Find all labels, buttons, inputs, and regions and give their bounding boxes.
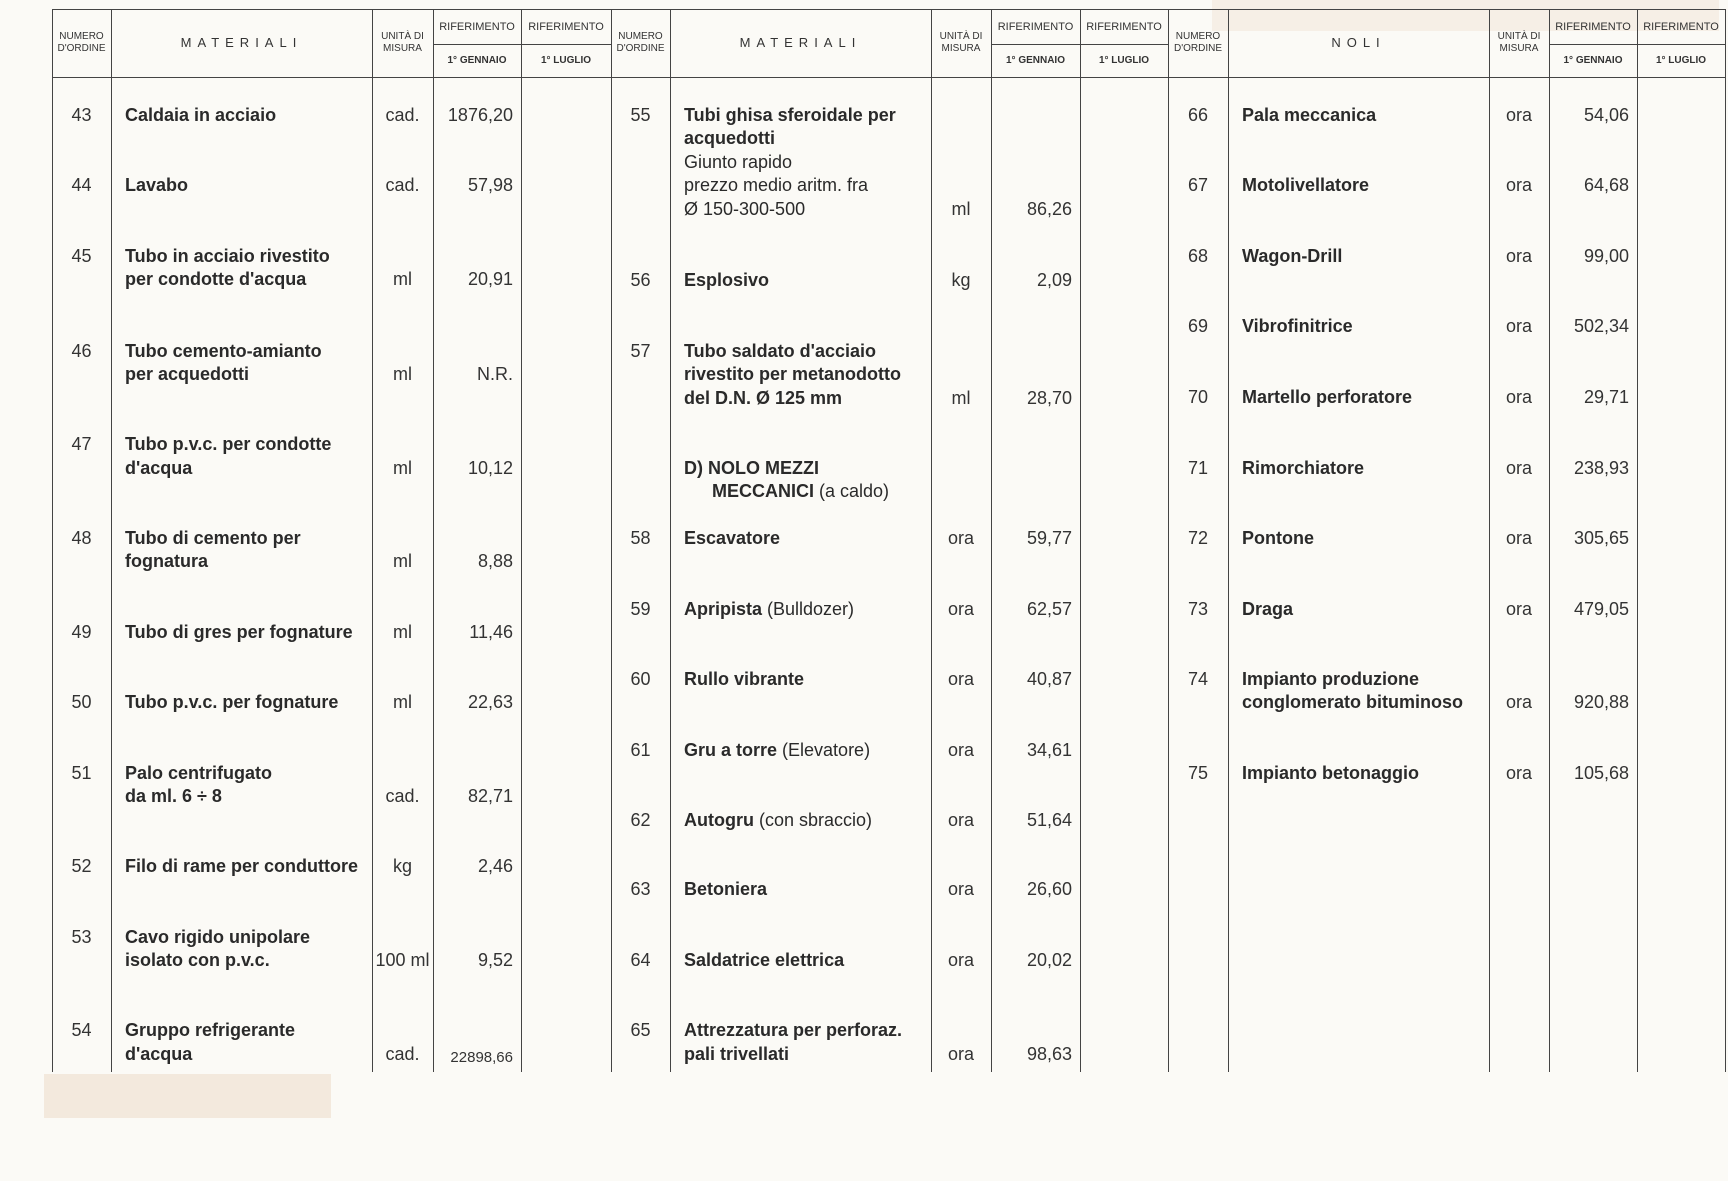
row-number: 59 — [630, 599, 651, 619]
item-description — [684, 949, 844, 972]
item-description-note: (con sbraccio) — [753, 810, 873, 830]
header-numero — [52, 9, 111, 77]
unit-of-measure: ora — [1505, 105, 1532, 125]
header-luglio: 1° LUGLIO — [540, 54, 592, 66]
item-description-text: d'acqua — [125, 458, 193, 478]
item-description — [125, 340, 322, 363]
header-numero-line: NUMERO — [618, 31, 663, 42]
header-numero — [1168, 9, 1228, 77]
item-description — [684, 1043, 789, 1066]
price-january: 9,52 — [477, 950, 513, 970]
row-number: 53 — [71, 927, 92, 947]
item-description-text: Tubo p.v.c. per fognature — [125, 692, 339, 712]
row-number: 64 — [630, 950, 651, 970]
item-description-text: Vibrofinitrice — [1242, 316, 1353, 336]
item-description-text: per acquedotti — [125, 364, 250, 384]
header-riferimento: RIFERIMENTO — [1555, 20, 1631, 33]
price-january: 10,12 — [467, 458, 513, 478]
item-description-text: Lavabo — [125, 175, 189, 195]
price-january: 59,77 — [1026, 528, 1072, 548]
item-description — [684, 387, 842, 410]
price-january: 29,71 — [1583, 387, 1629, 407]
item-description-note: (Elevatore) — [777, 740, 871, 760]
item-description-text: Saldatrice elettrica — [684, 950, 845, 970]
unit-of-measure: ora — [1505, 387, 1532, 407]
item-description-text: per condotte d'acqua — [125, 269, 307, 289]
item-description — [1242, 245, 1342, 268]
unit-of-measure: ora — [947, 740, 974, 760]
item-description — [684, 598, 854, 621]
item-description-text: pali trivellati — [684, 1044, 790, 1064]
item-detail: prezzo medio aritm. fra — [684, 175, 869, 195]
row-number: 61 — [630, 740, 651, 760]
item-description-text: Impianto produzione — [1242, 669, 1419, 689]
unit-of-measure: ora — [1505, 528, 1532, 548]
header-numero-line: D'ORDINE — [616, 43, 665, 54]
unit-of-measure: ml — [393, 458, 412, 478]
unit-of-measure: ora — [1505, 458, 1532, 478]
header-riferimento: RIFERIMENTO — [1086, 20, 1162, 33]
row-number: 68 — [1187, 246, 1209, 266]
item-description — [1242, 598, 1293, 621]
unit-of-measure: cad. — [385, 105, 420, 125]
header-numero — [611, 9, 670, 77]
row-number: 51 — [71, 763, 92, 783]
row-number: 56 — [630, 270, 651, 290]
item-description-text: Tubo di cemento per — [125, 528, 301, 548]
item-detail: Ø 150-300-500 — [684, 199, 806, 219]
header-luglio: 1° LUGLIO — [1098, 54, 1150, 66]
unit-of-measure: ora — [1505, 246, 1532, 266]
item-description — [1242, 315, 1353, 338]
item-description-note: (Bulldozer) — [762, 599, 855, 619]
price-january: 2,09 — [1036, 270, 1072, 290]
unit-of-measure: ora — [947, 599, 974, 619]
row-number: 63 — [630, 879, 651, 899]
item-description — [125, 691, 338, 714]
header-unita-line: UNITÀ DI — [939, 31, 983, 42]
item-description-text: Rullo vibrante — [684, 669, 805, 689]
item-description-text: Pala meccanica — [1242, 105, 1377, 125]
unit-of-measure: ml — [951, 199, 971, 219]
header-unita-line: UNITÀ DI — [381, 31, 424, 42]
row-number: 74 — [1187, 669, 1209, 689]
item-description-text: conglomerato bituminoso — [1242, 692, 1464, 712]
column-rule — [111, 9, 112, 1072]
column-rule — [521, 9, 522, 1072]
item-description-text: Caldaia in acciaio — [125, 105, 277, 125]
unit-of-measure: ml — [951, 388, 971, 408]
unit-of-measure: kg — [951, 270, 971, 290]
header-unita-line: MISURA — [941, 43, 981, 54]
item-description-text: Cavo rigido unipolare — [125, 927, 311, 947]
item-description-text: del D.N. Ø 125 mm — [684, 388, 843, 408]
item-description — [1242, 691, 1463, 714]
unit-of-measure: ora — [1505, 692, 1532, 712]
item-description — [125, 433, 331, 456]
price-january: 34,61 — [1026, 740, 1072, 760]
item-description-text: Rimorchiatore — [1242, 458, 1365, 478]
section-d-heading-line2 — [712, 480, 889, 503]
item-description-text: isolato con p.v.c. — [125, 950, 270, 970]
header-materiali: MATERIALI — [180, 35, 303, 50]
item-description — [1242, 527, 1314, 550]
column-rule — [433, 9, 434, 1072]
header-riferimento: RIFERIMENTO — [997, 20, 1074, 33]
price-january: 28,70 — [1026, 388, 1072, 408]
header-unita-line: MISURA — [1499, 43, 1539, 54]
unit-of-measure: kg — [392, 856, 412, 876]
item-description-text: Tubo saldato d'acciaio — [684, 341, 876, 361]
price-january: 2,46 — [477, 856, 513, 876]
header-unita — [372, 9, 433, 77]
price-january: 64,68 — [1583, 175, 1629, 195]
stain — [44, 1074, 331, 1118]
column-rule — [1228, 9, 1229, 1072]
row-number: 65 — [630, 1020, 651, 1040]
item-description-text: Pontone — [1242, 528, 1314, 548]
price-january: 238,93 — [1573, 458, 1629, 478]
header-riferimento: RIFERIMENTO — [439, 20, 515, 33]
row-number: 45 — [71, 246, 92, 266]
item-description — [125, 621, 353, 644]
item-description-text: Filo di rame per conduttore — [125, 856, 359, 876]
item-description — [1242, 104, 1376, 127]
item-description-text: Attrezzatura per perforaz. — [684, 1020, 903, 1040]
header-numero-line: NUMERO — [59, 31, 104, 42]
price-january: 54,06 — [1583, 105, 1629, 125]
item-description-text: Wagon-Drill — [1242, 246, 1343, 266]
item-description — [684, 363, 901, 386]
price-january: 22898,66 — [450, 1049, 513, 1066]
item-description-text: rivestito per metanodotto — [684, 364, 902, 384]
row-number: 57 — [630, 341, 651, 361]
price-january: 99,00 — [1583, 246, 1629, 266]
item-description-text: Palo centrifugato — [125, 763, 273, 783]
unit-of-measure: cad. — [385, 786, 420, 806]
item-description-text: Betoniera — [684, 879, 768, 899]
item-description-text: Gruppo refrigerante — [125, 1020, 296, 1040]
price-january: 305,65 — [1573, 528, 1629, 548]
item-description-text: Gru a torre — [684, 740, 778, 760]
row-number: 50 — [71, 692, 92, 712]
item-description — [125, 1019, 295, 1042]
header-unita — [1489, 9, 1549, 77]
price-january: 26,60 — [1026, 879, 1072, 899]
item-description — [684, 104, 896, 127]
row-number: 72 — [1187, 528, 1209, 548]
header-numero-line: D'ORDINE — [1173, 43, 1223, 54]
section-d-heading: D) NOLO MEZZI — [684, 458, 819, 478]
price-january: 86,26 — [1026, 199, 1072, 219]
item-description — [684, 269, 769, 292]
item-description — [125, 245, 330, 268]
item-description — [684, 527, 780, 550]
header-numero-line: NUMERO — [1175, 31, 1221, 42]
unit-of-measure: ora — [1505, 599, 1532, 619]
item-description-text: Tubo in acciaio rivestito — [125, 246, 330, 266]
item-description — [125, 1043, 192, 1066]
item-description — [125, 926, 310, 949]
section-d-bold: MECCANICI — [712, 481, 814, 501]
row-number: 71 — [1187, 458, 1209, 478]
unit-of-measure: ora — [947, 528, 974, 548]
item-description-text: Apripista — [684, 599, 763, 619]
row-number: 62 — [630, 810, 651, 830]
item-description-text: Tubo cemento-amianto — [125, 341, 322, 361]
row-number: 49 — [71, 622, 92, 642]
header-noli: NOLI — [1331, 35, 1386, 50]
price-january: 40,87 — [1026, 669, 1072, 689]
unit-of-measure: ora — [947, 1044, 974, 1064]
unit-of-measure: 100 ml — [375, 950, 430, 970]
price-january: 502,34 — [1573, 316, 1629, 336]
price-january: 51,64 — [1026, 810, 1072, 830]
item-description-text: Tubo p.v.c. per condotte — [125, 434, 332, 454]
item-description — [125, 855, 358, 878]
header-luglio: 1° LUGLIO — [1655, 54, 1707, 66]
price-january: 20,91 — [467, 269, 513, 289]
item-description-text: Esplosivo — [684, 270, 770, 290]
item-description-text: Tubi ghisa sferoidale per — [684, 105, 896, 125]
item-description — [125, 949, 270, 972]
item-detail: Giunto rapido — [684, 152, 793, 172]
price-january: 62,57 — [1026, 599, 1072, 619]
header-gennaio: 1° GENNAIO — [1563, 54, 1623, 66]
item-description-text: Tubo di gres per fognature — [125, 622, 353, 642]
row-number: 73 — [1187, 599, 1209, 619]
row-number: 54 — [71, 1020, 92, 1040]
item-description — [684, 668, 804, 691]
item-description — [684, 340, 876, 363]
unit-of-measure: ora — [947, 810, 974, 830]
column-rule — [670, 9, 671, 1072]
row-number: 52 — [71, 856, 92, 876]
item-description-text: d'acqua — [125, 1044, 193, 1064]
item-description — [1242, 457, 1364, 480]
item-description — [125, 785, 222, 808]
header-bottom-rule — [52, 77, 1725, 78]
item-description — [125, 527, 301, 550]
item-description — [1242, 668, 1419, 691]
price-january: 105,68 — [1573, 763, 1629, 783]
header-unita-line: UNITÀ DI — [1497, 31, 1541, 42]
row-number: 70 — [1187, 387, 1209, 407]
item-description — [125, 457, 192, 480]
column-rule — [372, 9, 373, 1072]
section-d-note: (a caldo) — [814, 481, 890, 501]
price-january: 20,02 — [1026, 950, 1072, 970]
header-unita-line: MISURA — [383, 43, 422, 54]
header-riferimento: RIFERIMENTO — [1643, 20, 1719, 33]
item-description-text: fognatura — [125, 551, 208, 571]
unit-of-measure: ora — [1505, 175, 1532, 195]
item-description-text: da ml. 6 ÷ 8 — [125, 786, 222, 806]
item-description — [1242, 174, 1369, 197]
unit-of-measure: ora — [947, 950, 974, 970]
price-january: 8,88 — [477, 551, 513, 571]
column-rule — [1637, 9, 1638, 1072]
header-gennaio: 1° GENNAIO — [447, 54, 507, 66]
unit-of-measure: ora — [1505, 763, 1532, 783]
item-description — [684, 1019, 902, 1042]
row-number: 43 — [71, 105, 92, 125]
row-number: 48 — [71, 528, 92, 548]
row-number: 55 — [630, 105, 651, 125]
row-number: 69 — [1187, 316, 1209, 336]
item-description-text: Motolivellatore — [1242, 175, 1370, 195]
row-number: 67 — [1187, 175, 1209, 195]
unit-of-measure: ml — [393, 364, 412, 384]
row-number: 66 — [1187, 105, 1209, 125]
item-description-text: Escavatore — [684, 528, 781, 548]
price-january: 479,05 — [1573, 599, 1629, 619]
column-rule — [1080, 9, 1081, 1072]
price-january: 1876,20 — [447, 105, 513, 125]
item-description — [125, 363, 249, 386]
column-rule — [1725, 9, 1726, 1072]
item-description — [125, 550, 208, 573]
item-description-text: Draga — [1242, 599, 1294, 619]
header-materiali: MATERIALI — [739, 35, 862, 50]
price-january: 82,71 — [467, 786, 513, 806]
price-january: 57,98 — [467, 175, 513, 195]
item-description — [125, 268, 306, 291]
price-january: 22,63 — [467, 692, 513, 712]
price-january: 98,63 — [1026, 1044, 1072, 1064]
unit-of-measure: ml — [393, 692, 412, 712]
item-description — [684, 878, 767, 901]
unit-of-measure: ora — [947, 879, 974, 899]
price-january: N.R. — [477, 364, 513, 384]
item-description-text: Impianto betonaggio — [1242, 763, 1419, 783]
item-description — [684, 809, 872, 832]
row-number: 75 — [1187, 763, 1209, 783]
unit-of-measure: ml — [393, 269, 412, 289]
price-january: 11,46 — [469, 622, 513, 642]
item-description — [125, 174, 188, 197]
header-gennaio: 1° GENNAIO — [1005, 54, 1065, 66]
header-unita — [931, 9, 991, 77]
row-number: 47 — [71, 434, 92, 454]
unit-of-measure: ml — [393, 551, 412, 571]
item-description-text: acquedotti — [684, 128, 776, 148]
row-number: 60 — [630, 669, 651, 689]
item-description — [684, 739, 870, 762]
price-january: 920,88 — [1573, 692, 1629, 712]
unit-of-measure: cad. — [385, 175, 420, 195]
row-number: 44 — [71, 175, 92, 195]
item-description — [1242, 762, 1419, 785]
item-description — [125, 762, 272, 785]
item-description — [684, 127, 775, 150]
unit-of-measure: cad. — [385, 1044, 420, 1064]
row-number: 58 — [630, 528, 651, 548]
header-numero-line: D'ORDINE — [57, 43, 106, 54]
item-description-text: Martello perforatore — [1242, 387, 1413, 407]
unit-of-measure: ora — [1505, 316, 1532, 336]
item-description — [125, 104, 276, 127]
unit-of-measure: ml — [393, 622, 412, 642]
header-riferimento: RIFERIMENTO — [528, 20, 604, 33]
unit-of-measure: ora — [947, 669, 974, 689]
row-number: 46 — [71, 341, 92, 361]
item-description — [1242, 386, 1412, 409]
item-description-text: Autogru — [684, 810, 754, 830]
